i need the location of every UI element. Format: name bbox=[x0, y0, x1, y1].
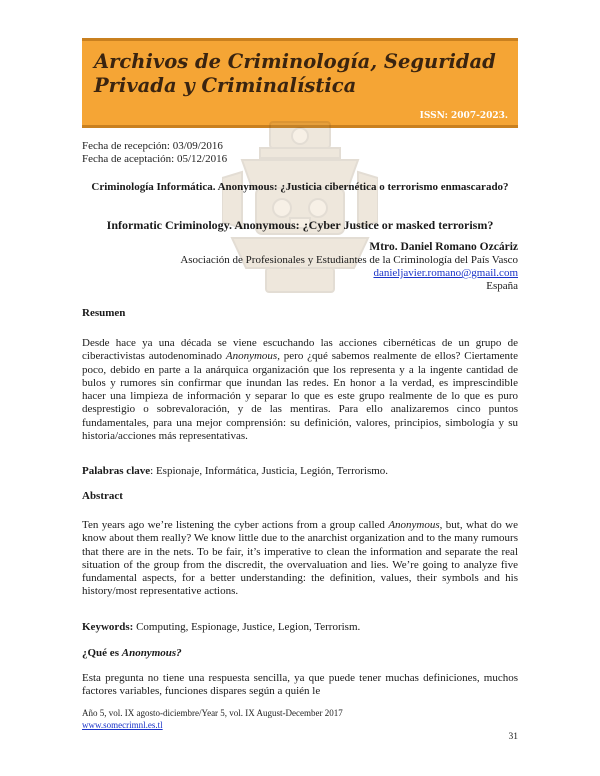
palabras-clave bbox=[82, 465, 518, 478]
journal-title: Archivos de Criminología, Seguridad Privada y Criminalística bbox=[94, 50, 496, 97]
keywords-label: Keywords: bbox=[82, 621, 134, 633]
author-affiliation: Asociación de Profesionales y Estudiantes de la Criminología del País Vasco bbox=[180, 254, 518, 266]
date-accepted: Fecha de aceptación: 05/12/2016 bbox=[82, 153, 228, 165]
section-heading-que-es-anonymous: ¿Qué es Anonymous? bbox=[82, 647, 182, 659]
author-email-link[interactable]: danieljavier.romano@gmail.com bbox=[373, 267, 518, 279]
page-number: 31 bbox=[508, 732, 518, 742]
date-received: Fecha de recepción: 03/09/2016 bbox=[82, 140, 223, 152]
abstract-heading: Abstract bbox=[82, 490, 123, 502]
resumen-heading: Resumen bbox=[82, 307, 126, 319]
abstract-text: Ten years ago we’re listening the cyber actions from a group called Anonymous, but, what do we know about them really? We know little due to the anarchist organization and to the many rumours that there are in the nets. To be fair, it’s imperative to clean the information and separate the real situation of the group from the discredit, the overvaluation and lies. We’re going to analyze five fundamental aspects, for a better understanding: the definition, values, their symbols and his history/most representative actions. bbox=[82, 519, 519, 598]
issn-label: ISSN: 2007-2023. bbox=[419, 111, 508, 121]
article-title-spanish: Criminología Informática. Anonymous: ¿Justicia cibernética o terrorismo enmascarado? bbox=[91, 181, 509, 193]
keywords-text: Computing, Espionage, Justice, Legion, Terrorism. bbox=[133, 621, 361, 633]
journal-banner bbox=[82, 38, 518, 128]
palabras-clave-text: : Espionaje, Informática, Justicia, Legión, Terrorismo. bbox=[150, 465, 389, 477]
palabras-clave-label: Palabras clave bbox=[82, 465, 151, 477]
section-body-text: Esta pregunta no tiene una respuesta sencilla, ya que puede tener muchas definiciones, muchos factores variables, funciones dispares según a quién le bbox=[82, 672, 518, 698]
footer-issue-info: Año 5, vol. IX agosto-diciembre/Year 5, vol. IX August-December 2017 bbox=[82, 708, 343, 718]
resumen-text: Desde hace ya una década se viene escuchando las acciones cibernéticas de un grupo de ciberactivistas autodenominado Anonymous, pero ¿qué sabemos realmente de ellos? Ciertamente poco, debido en parte a la anárquica organización que los representa y a la ingente cantidad de bulos y rumores sin confirmar que inundan las redes. En honor a la verdad, es imprescindible hacer una limpieza de información y separar lo que es este grupo realmente de lo que es puro desprestigio o sobrevaloración, y de las mentiras. Para ello analizaremos cinco puntos fundamentales, para una mejor comprensión: su definición, valores, principios, simbología y su historia/acciones más representativas. bbox=[82, 337, 518, 443]
article-title-english: Informatic Criminology. Anonymous: ¿Cyber Justice or masked terrorism? bbox=[106, 218, 494, 232]
keywords bbox=[82, 621, 518, 634]
footer-url-link[interactable]: www.somecrimnl.es.tl bbox=[82, 720, 163, 730]
author-block bbox=[82, 241, 518, 293]
author-name: Mtro. Daniel Romano Ozcáriz bbox=[369, 241, 518, 253]
author-country: España bbox=[486, 280, 518, 292]
